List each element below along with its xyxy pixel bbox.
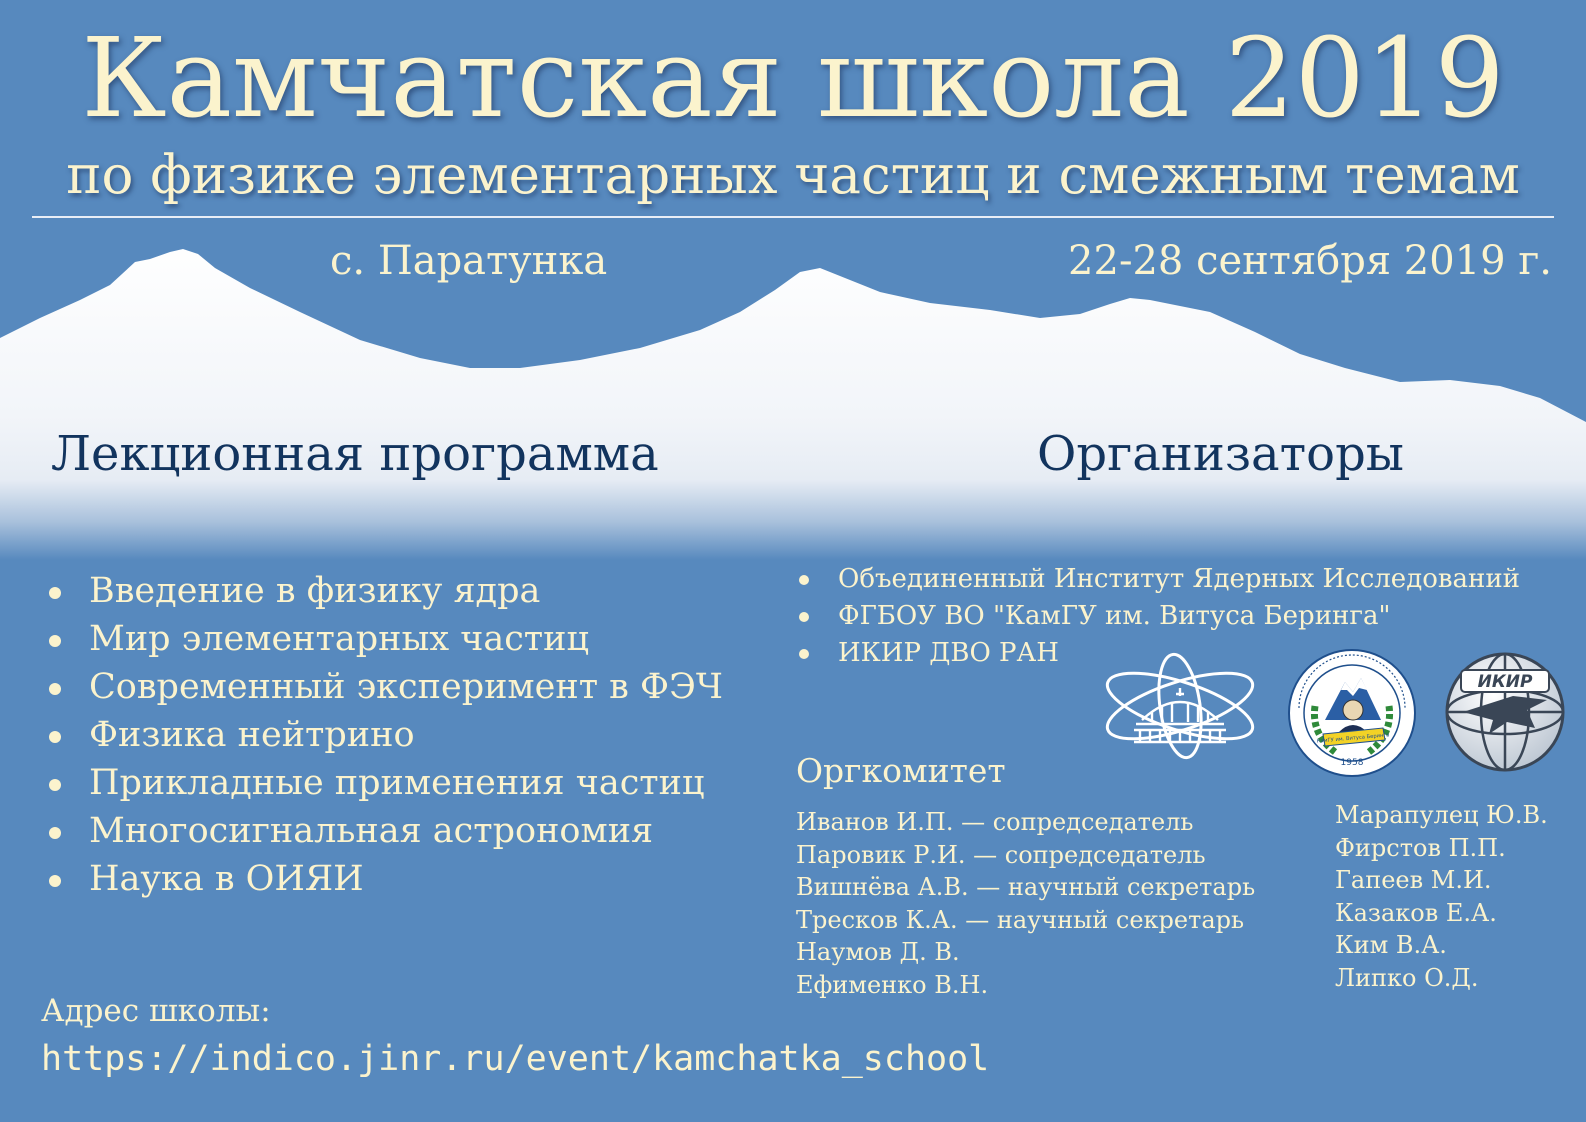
committee-list-left — [796, 806, 1255, 1002]
lecture-item: Физика нейтрино — [44, 711, 723, 759]
event-subtitle: по физике элементарных частиц и смежным темам — [66, 145, 1520, 206]
committee-member: Липко О.Д. — [1335, 963, 1479, 992]
lecture-item: Введение в физику ядра — [44, 567, 723, 615]
lecture-item: Современный эксперимент в ФЭЧ — [44, 663, 723, 711]
committee-list-right — [1335, 799, 1548, 995]
lecture-item: Многосигнальная астрономия — [44, 807, 723, 855]
svg-text:1958: 1958 — [1340, 758, 1364, 768]
organizers-heading: Организаторы — [1037, 426, 1405, 482]
ikir-logo — [1443, 650, 1567, 774]
committee-member: Гапеев М.И. — [1335, 866, 1492, 895]
committee-member: Вишнёва А.В. — научный секретарь — [796, 873, 1256, 902]
organizer-item: ИКИР ДВО РАН — [796, 635, 1520, 672]
committee-member: Тресков К.А. — научный секретарь — [796, 905, 1245, 934]
lecture-item: Прикладные применения частиц — [44, 759, 723, 807]
svg-text:КамГУ им. Витуса Беринга: КамГУ им. Витуса Беринга — [1316, 732, 1390, 745]
committee-member: Казаков Е.А. — [1335, 898, 1497, 927]
lectures-heading: Лекционная программа — [51, 426, 659, 482]
event-title: Камчатская школа 2019 — [81, 14, 1505, 142]
committee-member: Ким В.А. — [1335, 931, 1447, 960]
lecture-item: Мир элементарных частиц — [44, 615, 723, 663]
committee-member: Фирстов П.П. — [1335, 833, 1506, 862]
committee-member: Ефименко В.Н. — [796, 970, 989, 999]
committee-member: Паровик Р.И. — сопредседатель — [796, 840, 1206, 869]
committee-member: Марапулец Ю.В. — [1335, 801, 1548, 829]
committee-member: Иванов И.П. — сопредседатель — [796, 808, 1194, 836]
school-address-link[interactable]: https://indico.jinr.ru/event/kamchatka_school — [41, 1039, 990, 1079]
header-divider — [32, 216, 1554, 218]
organizer-item: ФГБОУ ВО "КамГУ им. Витуса Беринга" — [796, 598, 1520, 635]
svg-text:ИКИР: ИКИР — [1477, 672, 1533, 692]
school-address-label: Адрес школы: — [41, 993, 271, 1029]
organizer-item: Объединенный Институт Ядерных Исследований — [796, 561, 1520, 598]
committee-heading: Оргкомитет — [796, 751, 1006, 790]
lecture-item: Наука в ОИЯИ — [44, 855, 723, 903]
jinr-logo — [1100, 650, 1260, 762]
committee-member: Наумов Д. В. — [796, 938, 960, 967]
event-dates: 22-28 сентября 2019 г. — [1068, 238, 1552, 284]
event-place: с. Паратунка — [330, 238, 608, 284]
lecture-list — [44, 567, 723, 903]
kamgu-logo — [1287, 648, 1417, 778]
